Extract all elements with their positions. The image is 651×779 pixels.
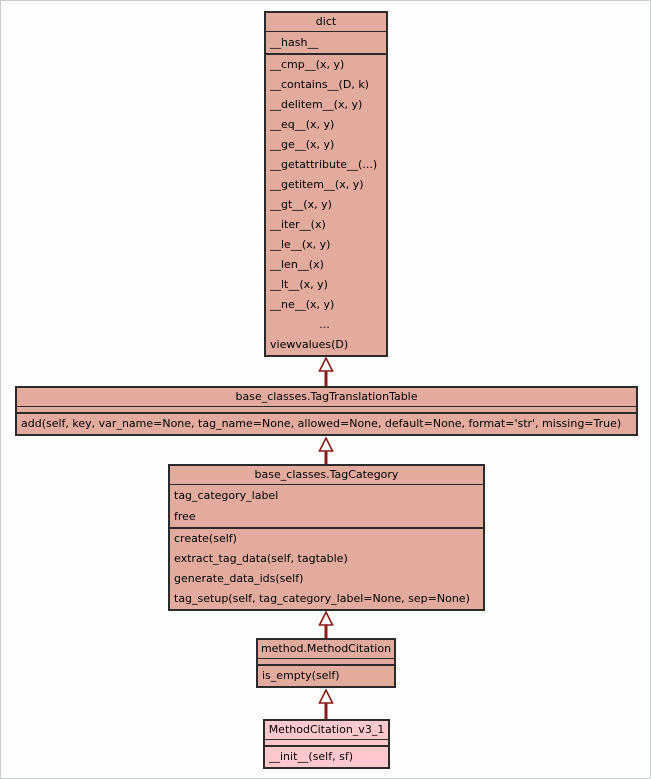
method-row: create(self) xyxy=(174,532,237,545)
attribute-row: free xyxy=(174,510,196,523)
method-row: __lt__(x, y) xyxy=(270,278,328,291)
method-row: __contains__(D, k) xyxy=(270,78,369,91)
method-row: ... xyxy=(319,318,330,331)
method-row: add(self, key, var_name=None, tag_name=None, allowed=None, default=None, format='str', missing=True) xyxy=(21,417,622,430)
attribute-row: tag_category_label xyxy=(174,489,279,502)
class-box-tagcategory xyxy=(168,464,485,611)
attributes-section xyxy=(170,485,483,529)
methods-section xyxy=(258,666,394,686)
method-row: __iter__(x) xyxy=(270,218,326,231)
method-row: __cmp__(x, y) xyxy=(270,58,345,71)
class-box-methodcitation-v3-1 xyxy=(263,719,390,769)
method-row: generate_data_ids(self) xyxy=(174,572,304,585)
methods-section xyxy=(266,55,386,355)
method-row: __len__(x) xyxy=(270,258,324,271)
attributes-section xyxy=(265,740,388,747)
inheritance-arrow-methodcitation-to-tagcategory xyxy=(318,611,334,638)
method-row: __le__(x, y) xyxy=(270,238,331,251)
attributes-section xyxy=(258,659,394,666)
method-row: __ge__(x, y) xyxy=(270,138,335,151)
method-row: viewvalues(D) xyxy=(270,338,349,351)
method-row: tag_setup(self, tag_category_label=None, sep=None) xyxy=(174,592,470,605)
method-row: __gt__(x, y) xyxy=(270,198,332,211)
method-row: __getitem__(x, y) xyxy=(270,178,364,191)
class-title: base_classes.TagCategory xyxy=(170,466,483,485)
inheritance-arrow-tagcategory-to-tagtranslationtable xyxy=(318,437,334,464)
method-row: is_empty(self) xyxy=(262,669,340,682)
method-row: __eq__(x, y) xyxy=(270,118,335,131)
method-row: __getattribute__(...) xyxy=(270,158,378,171)
attributes-section xyxy=(266,32,386,55)
methods-section xyxy=(17,414,636,434)
methods-section xyxy=(265,747,388,767)
inheritance-arrow-tagtranslationtable-to-dict xyxy=(318,357,334,386)
methods-section xyxy=(170,529,483,609)
attributes-section xyxy=(17,407,636,414)
class-title: method.MethodCitation xyxy=(258,640,394,659)
class-title: MethodCitation_v3_1 xyxy=(265,721,388,740)
class-box-methodcitation xyxy=(256,638,396,688)
method-row: __ne__(x, y) xyxy=(270,298,335,311)
class-box-dict xyxy=(264,11,388,357)
method-row: __delitem__(x, y) xyxy=(270,98,363,111)
method-row: extract_tag_data(self, tagtable) xyxy=(174,552,348,565)
inheritance-arrow-methodcitationv31-to-methodcitation xyxy=(318,689,334,719)
attribute-row: __hash__ xyxy=(270,36,319,49)
class-title: dict xyxy=(266,13,386,32)
method-row: __init__(self, sf) xyxy=(269,750,354,763)
class-title: base_classes.TagTranslationTable xyxy=(17,388,636,407)
class-box-tagtranslationtable xyxy=(15,386,638,436)
